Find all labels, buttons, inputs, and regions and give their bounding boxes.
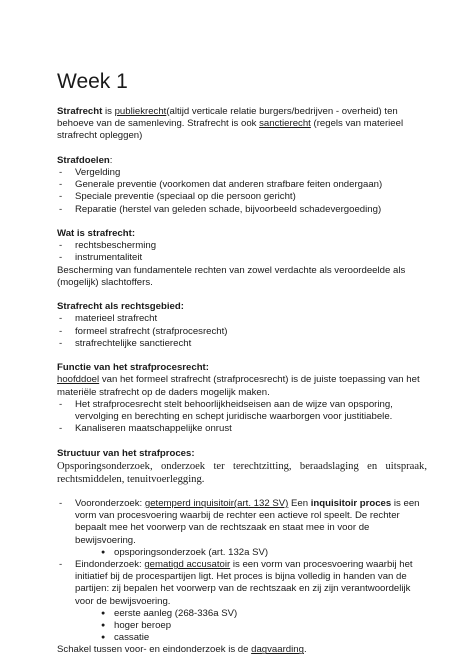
list-item: - formeel strafrecht (strafprocesrecht) [57, 326, 427, 338]
schakel-paragraph [57, 644, 427, 656]
list-item: ● hoger beroep [57, 620, 427, 632]
intro-publiek: publiekrecht [114, 106, 167, 117]
eind-underlined: gematigd accusatoir [144, 559, 231, 571]
list-item: - Reparatie (herstel van geleden schade, bijvoorbeeld schadevergoeding) [57, 204, 427, 216]
list-item: - Kanaliseren maatschappelijke onrust [57, 423, 427, 435]
intro-term: Strafrecht [57, 106, 103, 117]
voor-label: Vooronderzoek: [75, 498, 145, 509]
rechtsgebied-heading-text: Strafrecht als rechtsgebied: [57, 301, 184, 313]
strafdoelen-colon: : [109, 154, 113, 166]
list-item: - Generale preventie (voorkomen dat anderen strafbare feiten ondergaan) [57, 179, 427, 191]
document-body [57, 70, 427, 657]
structuur-heading [57, 448, 427, 460]
wat-heading-text: Wat is strafrecht: [57, 228, 136, 239]
voor-underlined: getemperd inquisitoir(art. 132 SV) [144, 498, 289, 509]
strafdoelen-heading-text: Strafdoelen [57, 154, 110, 166]
page-title: Week 1 [57, 70, 128, 93]
intro-is: is [102, 106, 115, 117]
wat-text: Bescherming van fundamentele rechten van zowel verdachte als veroordeelde als (mogelijk) slachtoffers. [57, 264, 406, 288]
structuur-heading-text: Structuur van het strafproces: [57, 447, 195, 459]
list-item: ● cassatie [57, 632, 427, 644]
eindonderzoek-item [57, 559, 427, 608]
voor-een: Een [288, 498, 311, 509]
list-item: - Vergelding [57, 167, 427, 179]
list-item: - rechtsbescherming [57, 240, 427, 252]
functie-text: van het formeel strafrecht (strafprocesrecht) is de juiste toepassing van het materiële strafrecht op de daders mogelijk maken. [57, 374, 420, 398]
schakel-text: Schakel tussen voor- en eindonderzoek is de [57, 644, 252, 656]
eind-label: Eindonderzoek: [75, 559, 145, 571]
eind-rest: is een vorm van procesvoering waarbij het initiatief bij de procespartijen ligt. Het proces is bijna volledig in handen van de partijen: zij bepalen het voorwerp van de rechtszaak en zij zijn verantwoordelijk voor de bewijsvoering. [75, 559, 413, 607]
strafdoelen-heading [57, 155, 427, 167]
structuur-serif-text: Opsporingsonderzoek, onderzoek ter terechtzitting, beraadslaging en uitspraak, rechtsmiddelen, tenuitvoerlegging. [57, 460, 427, 485]
list-item: ● opsporingsonderzoek (art. 132a SV) [57, 547, 427, 559]
intro-paragraph [57, 106, 427, 143]
voor-bold: inquisitoir proces [310, 498, 392, 509]
list-item: - Speciale preventie (speciaal op die persoon gericht) [57, 191, 427, 203]
list-item: - strafrechtelijke sanctierecht [57, 338, 427, 350]
wat-heading [57, 228, 427, 240]
rechtsgebied-heading [57, 301, 427, 313]
intro-sanctie: sanctierecht [259, 118, 311, 130]
functie-paragraph [57, 374, 427, 398]
schakel-period: . [303, 644, 307, 656]
list-item: ● eerste aanleg (268-336a SV) [57, 608, 427, 620]
voor-rest: is een vorm van procesvoering waarbij de rechter een actieve rol speelt. De rechter bepaalt mee het voorwerp van de rechtszaak en staat mee in voor de bewijsvoering. [75, 498, 420, 546]
functie-heading [57, 362, 427, 374]
list-item: - instrumentaliteit [57, 252, 427, 264]
list-item: - Het strafprocesrecht stelt behoorlijkheidseisen aan de wijze van opsporing, vervolging en berechting en schept juridische waarborgen voor justitiabele. [57, 399, 427, 423]
list-item: - materieel strafrecht [57, 313, 427, 325]
intro-rest: (altijd verticale relatie burgers/bedrijven - overheid) ten behoeve van de samenleving. Strafrecht is ook [57, 106, 398, 130]
schakel-underlined: dagvaarding [251, 644, 304, 656]
intro-rest2: (regels van materieel strafrecht opleggen) [57, 118, 404, 142]
functie-hoofd: hoofddoel [57, 374, 100, 386]
vooronderzoek-item [57, 498, 427, 547]
functie-heading-text: Functie van het strafprocesrecht: [57, 362, 209, 374]
